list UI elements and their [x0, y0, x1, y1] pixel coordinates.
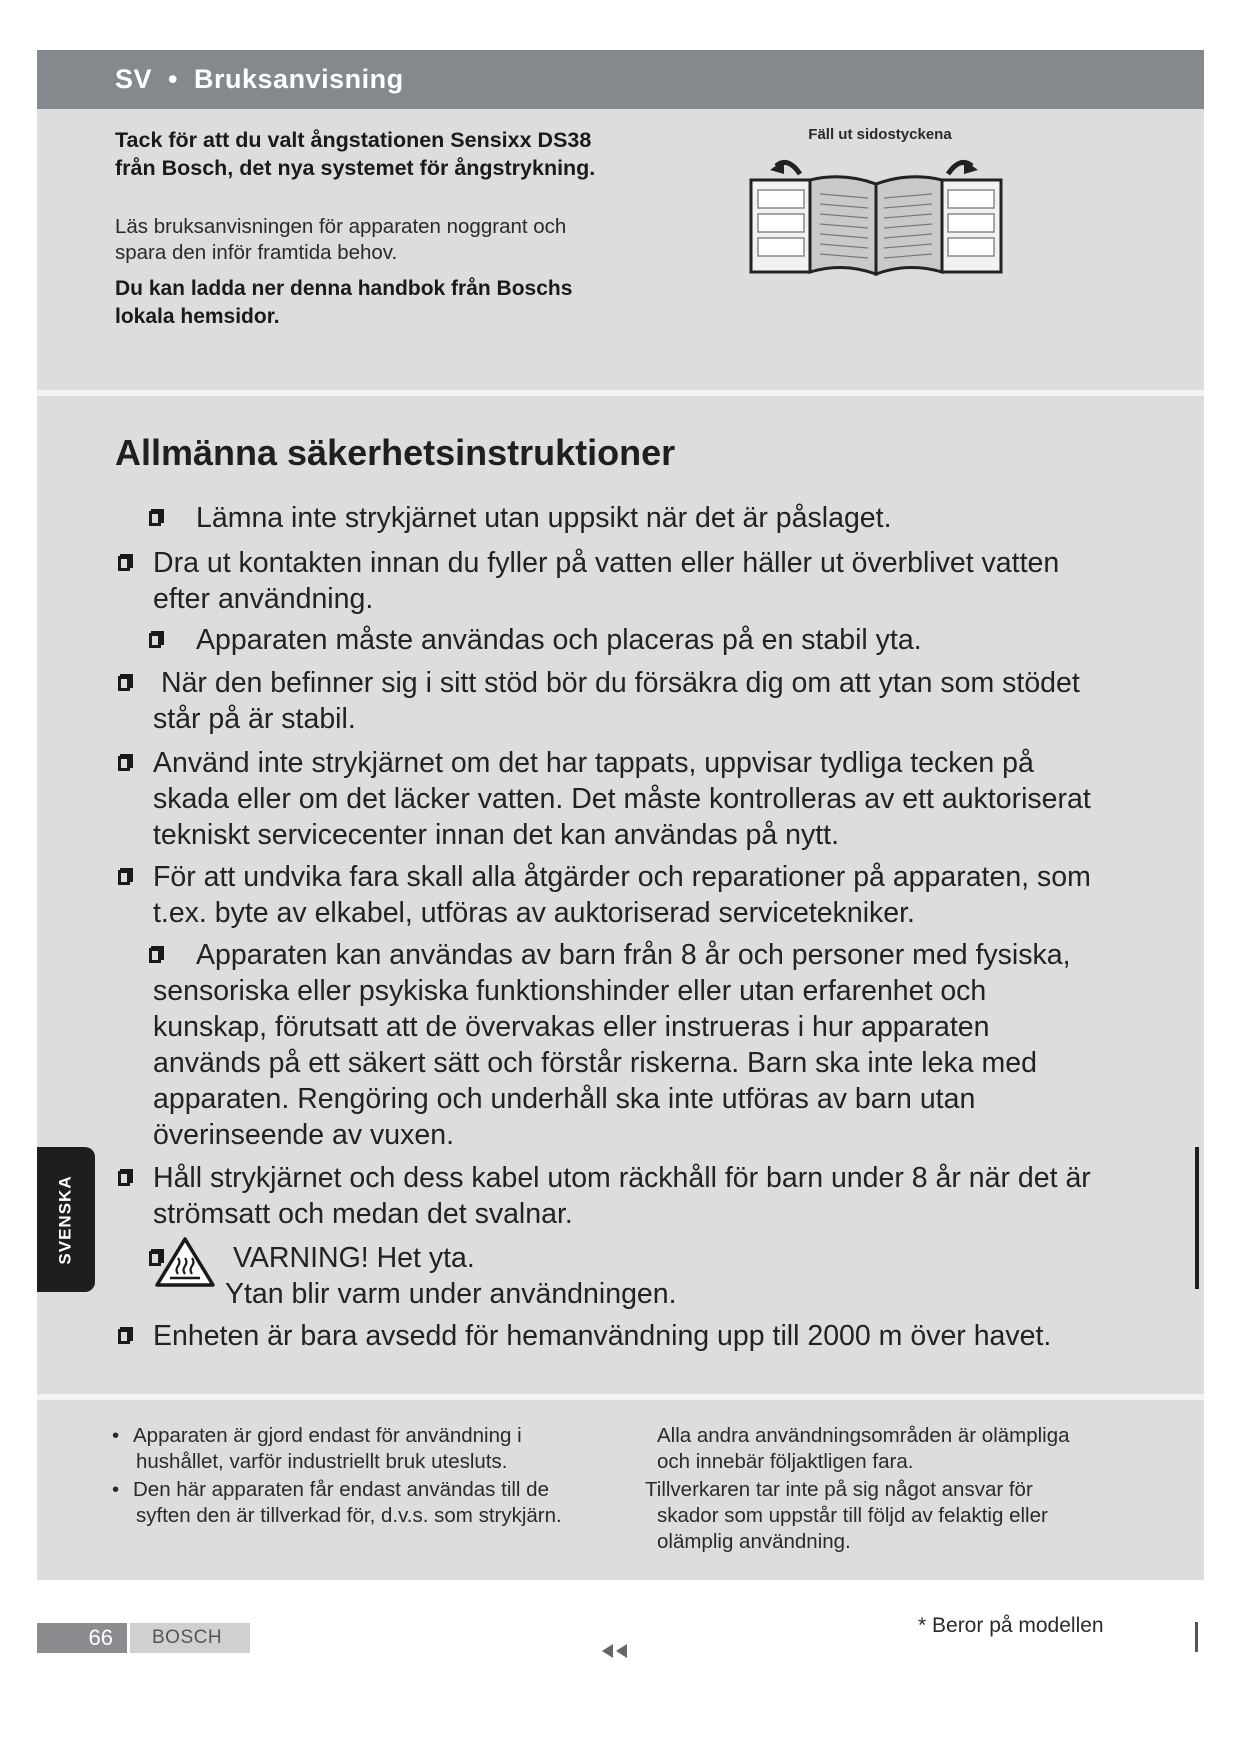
bullet-square-icon — [118, 756, 130, 771]
usage-left-item: Apparaten är gjord endast för användning i hushållet, varför industriellt bruk utesluts. — [133, 1424, 522, 1473]
bullet-square-icon — [149, 948, 161, 963]
previous-page-icon[interactable] — [600, 1642, 634, 1660]
usage-right-text: Tillverkaren tar inte på sig något ansvar för skador som uppstår till följd av felaktig eller olämplig användning. — [645, 1478, 1048, 1553]
bullet-square-icon — [149, 511, 161, 526]
bullet-square-icon — [118, 676, 130, 691]
fold-out-caption: Fäll ut sidostyckena — [808, 126, 952, 143]
usage-bullet: • — [112, 1424, 120, 1447]
bullet-square-icon — [118, 870, 130, 885]
page-number: 66 — [88, 1625, 113, 1650]
footnote: * Beror på modellen — [918, 1614, 1104, 1637]
usage-right-text: Alla andra användningsområden är olämpliga och innebär följaktligen fara. — [657, 1424, 1070, 1473]
intro-read-note: Läs bruksanvisningen för apparaten noggrant och spara den inför framtida behov. — [115, 215, 567, 264]
edge-marker — [1195, 1622, 1198, 1652]
hot-surface-warning-icon — [154, 1236, 216, 1288]
fold-out-booklet-illustration — [748, 150, 1008, 280]
brand-name: BOSCH — [152, 1627, 223, 1648]
page-title: SV • Bruksanvisning — [115, 64, 404, 94]
usage-bullet: • — [112, 1478, 120, 1501]
bullet-square-icon — [118, 556, 130, 571]
safety-title: Allmänna säkerhetsinstruktioner — [115, 432, 676, 473]
bullet-square-icon — [118, 1171, 130, 1186]
intro-download-note: Du kan ladda ner denna handbok från Boschs lokala hemsidor. — [115, 277, 573, 328]
intro-lead: Tack för att du valt ångstationen Sensixx DS38 från Bosch, det nya systemet för ångstrykning. — [115, 128, 596, 180]
edge-marker — [1195, 1147, 1199, 1289]
usage-left-item: Den här apparaten får endast användas till de syften den är tillverkad för, d.v.s. som strykjärn. — [133, 1478, 562, 1527]
language-tab-label: SVENSKA — [56, 1174, 75, 1265]
bullet-square-icon — [118, 1329, 130, 1344]
bullet-square-icon — [149, 633, 161, 648]
